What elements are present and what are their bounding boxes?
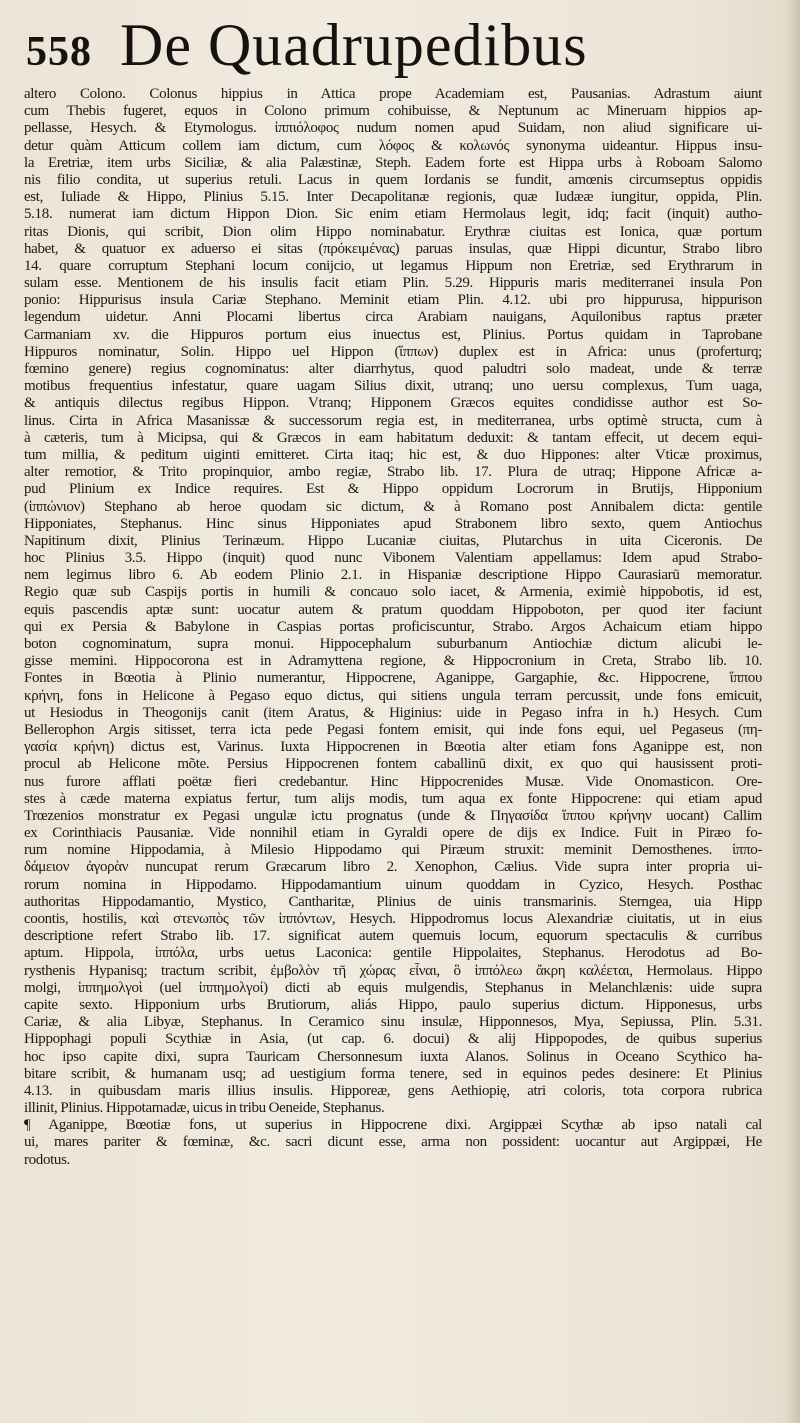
text-line: equis pascendis aptæ sunt: uocatur autem & pratum quoddam Hippoboton, per quod iter faciunt [24,601,762,618]
text-line: coontis, hostilis, καὶ στενωπὸς τῶν ἱππόντων, Hesych. Hippodromus locus Alexandriæ ciuitatis, ut in eius [24,911,762,927]
text-line: Hippuros nominatur, Solin. Hippo uel Hippon (ἵππων) duplex est in Africa: unus (proferturq; [24,343,762,360]
text-line: Fontes in Bœotia à Plinio numerantur, Hippocrene, Aganippe, Gargaphie, &c. Hippocrene, ἵππου [24,670,762,687]
text-line: alter remotior, & Trito propinquior, ambo regiæ, Strabo lib. 17. Plura de utraq; Hippone Africæ a- [24,464,762,481]
text-line: linus. Cirta in Africa Masanissæ & successorum regia est, in mediterranea, urbs optimè structa, cum à [24,412,762,429]
text-line: 5.18. numerat iam dictum Hippon Dion. Sic enim etiam Hermolaus legit, idq; facit (inquit) autho- [24,206,762,223]
text-line: aptum. Hippola, ἱππόλα, urbs uetus Laconica: gentile Hippolaites, Stephanus. Herodotus ad Bo- [24,945,762,962]
text-line: Hipponiates, Stephanus. Hinc sinus Hipponiates apud Strabonem libro sexto, quem Antiochus [24,515,762,532]
page-number: 558 [26,29,92,75]
body-text [24,86,762,1169]
text-line: illinit, Plinius. Hippotamadæ, uicus in tribu Oeneide, Stephanus. [24,1100,385,1117]
text-line: stes à cæde materna expiatus fertur, tum alijs modis, tum aqua ex fonte Hippocrene: qui etiam apud [24,790,762,807]
text-line: detur quàm Atticum collem iam dictum, cum λόφος & κολωνός synonyma uideantur. Hippus insu- [24,137,762,154]
text-line: nus furore afflati poëtæ fieri credebantur. Hinc Hippocrenides Musæ. Vide Onomasticon. Ore- [24,773,762,790]
text-line: ut Hesiodus in Theogonijs canit (item Aratus, & Higinius: uide in Pegaso infra in h.) Hesych. Cum [24,704,762,721]
text-line: à cæteris, tum à Micipsa, qui & Græcos in eam habitatum deduxit: & tantam effecit, ut decem equi- [24,429,762,446]
text-line: ¶ Aganippe, Bœotiæ fons, ut superius in Hippocrene dixi. Argippæi Scythæ ab ipso natali cal [24,1117,762,1134]
text-line: Trœzenios monstratur ex Pegasi ungulæ ictu prognatus (unde & Πηγασίδα ἵππου κρήνην uocant) Callim [24,807,762,824]
text-line: 4.13. in quibusdam maris illius insulis. Hipporeæ, gens Aethiopię, atri coloris, tota corpora rubrica [24,1082,762,1099]
text-line: pellasse, Hesych. & Etymologus. ἱππιόλοφος nudum nomen apud Suidam, non aliud significare ui- [24,120,762,137]
text-line: capite sexto. Hipponium urbs Brutiorum, aliás Hippo, paulo superius dictum. Hipponesus, urbs [24,996,762,1013]
text-line: Cariæ, & alia Libyæ, Stephanus. In Ceramico sinu insulæ, Hipponnesos, Mya, Sepiussa, Plin. 5.31. [24,1014,762,1031]
text-line: bitare scribit, & humanam usq; ad uestigium forma tenere, sed in equinos pedes desinere: Et Plinius [24,1065,762,1082]
text-line: 14. quare corruptum Stephani locum conijcio, ut legamus Hippum non Eretriæ, sed Erythrarum in [24,257,762,274]
text-line: rodotus. [24,1151,70,1168]
text-line: rysthenis Hypanisq; tractum scribit, ἐμβολὸν τῆ χώρας εἶναι, ὃ ἱππόλεω ἄκρη καλέεται, Hermolaus. Hippo [24,962,762,979]
text-line: Bellerophon Argis sitisset, terra icta pede Pegasi fontem emisit, qui inde fons equi, uel Pegaseus (πη- [24,721,762,738]
text-line: ui, mares pariter & fœminæ, &c. sacri dicunt esse, arma non possident: uocantur aut Argippæi, He [24,1134,762,1151]
text-line: & antiquis dilectus regibus Hippon. Vtranq; Hipponem Græcos equites condidisse author est So- [24,395,762,412]
text-line: ex Corinthiacis Pausaniæ. Vide nonnihil etiam in Gyraldi opere de dijs ex Indice. Fuit in Piræo fo- [24,825,762,842]
text-line: rum nomine Hippodamia, à Milesio Hippodamo qui Piræum struxit: meminit Demosthenes. ἱππο- [24,842,762,859]
text-line: nis filio condita, ut superius retuli. Lacus in quem Iordanis se fundit, amœnis circumseptus oppidis [24,171,762,188]
text-line: rorum nomina in Hippodamo. Hippodamantium uinum quoddam in Cyzico, Hesych. Posthac [24,876,762,893]
text-line: κρήνη, fons in Helicone à Pegaso equo dictus, qui sitiens ungula terram percussit, unde fons emicuit, [24,687,762,704]
text-line: habet, & quatuor ex aduerso ei sitas (πρόκειμένας) paruas insulas, quæ Hippi dicuntur, Strabo libro [24,240,762,257]
text-line: pud Plinium ex Indice requires. Est & Hippo oppidum Locrorum in Brutijs, Hipponium [24,481,762,498]
page-header [24,4,764,84]
text-line: hoc ipso capite dixi, supra Tauricam Chersonnesum iuxta Alanos. Solinus in Oceano Scythico ha- [24,1048,762,1065]
text-line: γασία κρήνη) dictus est, Varinus. Iuxta Hippocrenen in Bœotia alter etiam fons Aganippe est, non [24,739,762,756]
text-line: ritas Dionis, qui scribit, Dion olim Hippo nominabatur. Erythræ ciuitas est Ionica, quæ portum [24,223,762,240]
text-line: legendum uidetur. Anni Plocami libertus circa Arabiam nauigans, Aquilonibus raptus præter [24,309,762,326]
text-line: la Eretriæ, item urbs Siciliæ, & alia Palæstinæ, Steph. Eadem forte est Hippa urbs à Roboam Salomo [24,154,762,171]
text-line: gisse memini. Hippocorona est in Adramyttena regione, & Hippocronium in Creta, Strabo lib. 10. [24,653,762,670]
text-line: nem legimus libro 6. Ab eodem Plinio 2.1. in Hispaniæ descriptione Hippo Caurasiarū memoratur. [24,567,762,584]
text-line: est, Iuliade & Hippo, Plinius 5.15. Inter Decapolitanæ regionis, quæ Iudææ iungitur, oppida, Plin. [24,189,762,206]
text-line: boton cognominatum, supra monui. Hippocephalum suburbanum Antiochiæ dictum alicubi le- [24,636,762,652]
text-line: authoritas Hippodamantio, Mystico, Cantharitæ, Plinius de uinis transmarinis. Sterngea, uia Hipp [24,893,762,910]
page-gutter-shadow [786,0,800,1423]
text-line: Hippophagi populi Scythiæ in Asia, (ut cap. 6. docui) & alij Hippopodes, de quibus superius [24,1031,762,1048]
text-line: δάμειον ἀγορὰν nuncupat rerum Græcarum libro 2. Xenophon, Cælius. Vide supra inter propria ui- [24,859,762,876]
text-line: qui ex Persia & Babylone in Caspias portas proficiscuntur, Strabo. Argos Achaicum etiam hippo [24,618,762,635]
text-line: (ἱππώνιον) Stephano ab heroe quodam sic dictum, & à Romano post Annibalem dicta: gentile [24,498,762,515]
text-line: molgi, ἱππημολγοὶ (uel ἱππημολγοί) dicti ab equis mulgendis, Stephanus in Melanchlænis: uide supra [24,979,762,996]
text-line: procul ab Helicone mõte. Persius Hippocrenen fontem caballinū dixit, ex quo qui hausissent proti- [24,756,762,773]
text-line: ponio: Hippurisus insula Cariæ Stephano. Meminit etiam Plin. 4.12. ubi pro hippurusa, hippurison [24,292,762,309]
text-line: sulam esse. Mentionem de his insulis facit etiam Plin. 5.29. Hippuris maris mediterranei insula Pon [24,275,762,292]
text-line: tum millia, & peditum uiginti emitteret. Cirta itaq; hic est, & duo Hippones: alter Vticæ proximus, [24,446,762,463]
text-line: cum Thebis fugeret, equos in Colono primum cohibuisse, & Neptunum ac Mineruam hippios ap- [24,103,762,120]
text-line: Carmaniam xv. die Hippuros portum eius inuectus est, Plinius. Portus quidam in Taprobane [24,326,762,343]
text-line: descriptione refert Strabo lib. 17. significat autem quemuis locum, equorum spectaculis & curribus [24,928,762,945]
text-line: Napitinum dixit, Plinius Terinæum. Hippo Lucaniæ ciuitas, Plutarchus in uita Ciceronis. De [24,532,762,549]
text-line: motibus frequentius infestatur, quare uagam Silius dixit, utranq; uno uersu complexus, Tum uaga, [24,378,762,395]
text-line: fœmino genere) regius cognominatus: alter diarrhytus, quod paludtri solo madeat, unde & terræ [24,361,762,377]
text-line: Regio quæ sub Caspijs portis in humili & concauo solo iacet, & Armenia, eximiè hippobotis, id est, [24,584,762,601]
running-title: De Quadrupedibus [120,12,588,78]
text-line: hoc Plinius 3.5. Hippo (inquit) quod nunc Vibonem Valentiam appellamus: Idem apud Strabo- [24,550,762,567]
text-line: altero Colono. Colonus hippius in Attica prope Academiam est, Pausanias. Adrastum aiunt [24,86,762,102]
